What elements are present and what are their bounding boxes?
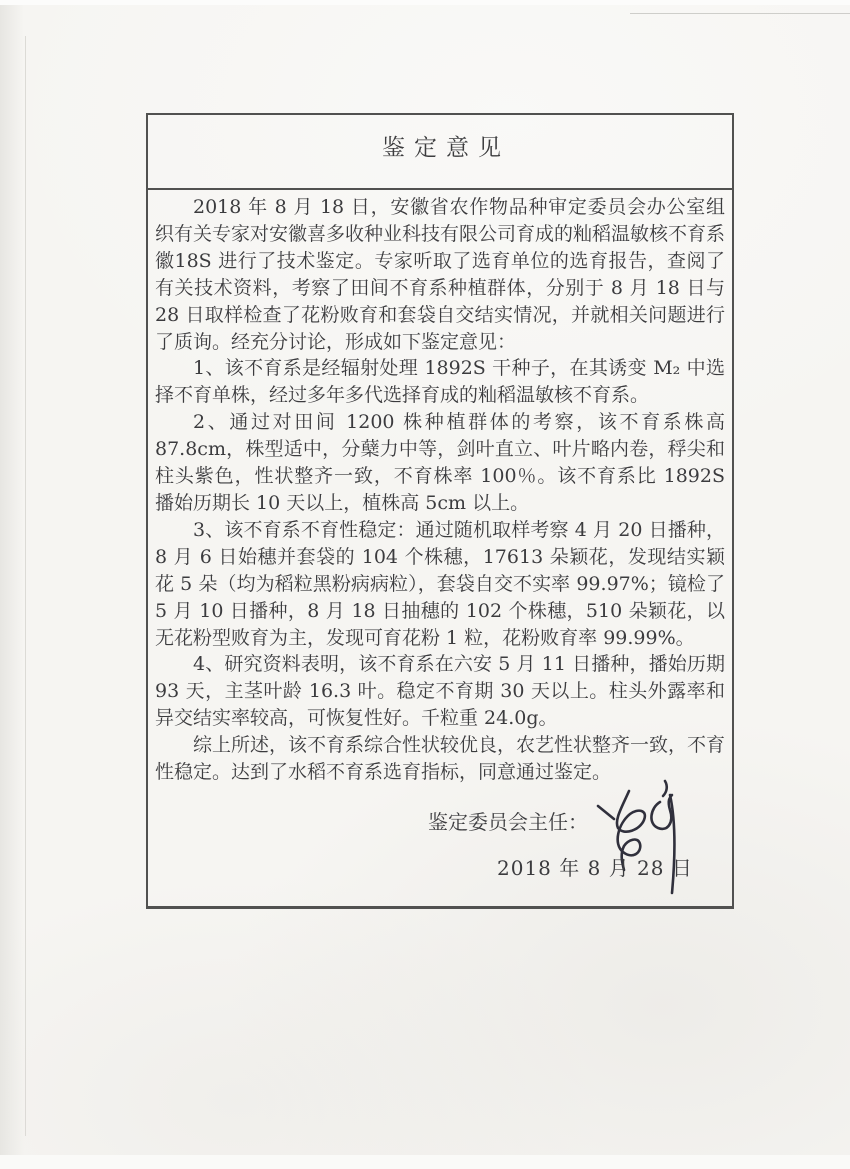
opinion-body <box>148 190 732 786</box>
signature-date: 2018 年 8 月 28 日 <box>497 856 693 880</box>
scan-paper-edge-line <box>25 36 26 1136</box>
paragraph-item-2: 2、通过对田间 1200 株种植群体的考察，该不育系株高 87.8cm，株型适中，分蘖力中等，剑叶直立、叶片略内卷，稃尖和柱头紫色，性状整齐一致，不育株率 100％。该不育系比 1892S 播始历期长 10 天以上，植株高 5cm 以上。 <box>155 411 725 514</box>
paragraph-introduction: 2018 年 8 月 18 日，安徽省农作物品种审定委员会办公室组织有关专家对安徽喜多收种业科技有限公司育成的籼稻温敏核不育系徽18S 进行了技术鉴定。专家听取了选育单位的选育报告，查阅了有关技术资料，考察了田间不育系种植群体，分别于 8 月 18 日与 28 日取样检查了花粉败育和套袋自交结实情况，并就相关问题进行了质询。经充分讨论，形成如下鉴定意见： <box>155 196 726 353</box>
handwritten-signature <box>578 774 678 902</box>
signature-label: 鉴定委员会主任： <box>428 810 588 834</box>
scan-top-strip <box>0 0 850 5</box>
paragraph-conclusion: 综上所述，该不育系综合性状较优良，农艺性状整齐一致，不育性稳定。达到了水稻不育系选育指标，同意通过鉴定。 <box>155 734 726 784</box>
scan-left-shadow <box>0 0 24 1169</box>
scan-top-edge-line <box>630 13 850 14</box>
paragraph-item-1: 1、该不育系是经辐射处理 1892S 干种子，在其诱变 M₂ 中选择不育单株，经过多年多代选择育成的籼稻温敏核不育系。 <box>155 357 725 407</box>
scan-bottom-strip <box>0 1155 850 1169</box>
document-title: 鉴定意见 <box>382 135 510 161</box>
title-cell <box>148 115 732 190</box>
appraisal-opinion-box <box>146 113 734 909</box>
paragraph-item-3: 3、该不育系不育性稳定：通过随机取样考察 4 月 20 日播种，8 月 6 日始穗并套袋的 104 个株穗，17613 朵颖花，发现结实颖花 5 朵（均为稻粒黑粉病病粒），套袋自交不实率 99.97%；镜检了 5 月 10 日播种，8 月 18 日抽穗的 102 个株穗，510 朵颖花，以无花粉型败育为主，发现可育花粉 1 粒，花粉败育率 99.99%。 <box>155 518 725 649</box>
paragraph-item-4: 4、研究资料表明，该不育系在六安 5 月 11 日播种，播始历期 93 天，主茎叶龄 16.3 叶。稳定不育期 30 天以上。柱头外露率和异交结实率较高，可恢复性好。千粒重 24.0g。 <box>155 653 725 730</box>
